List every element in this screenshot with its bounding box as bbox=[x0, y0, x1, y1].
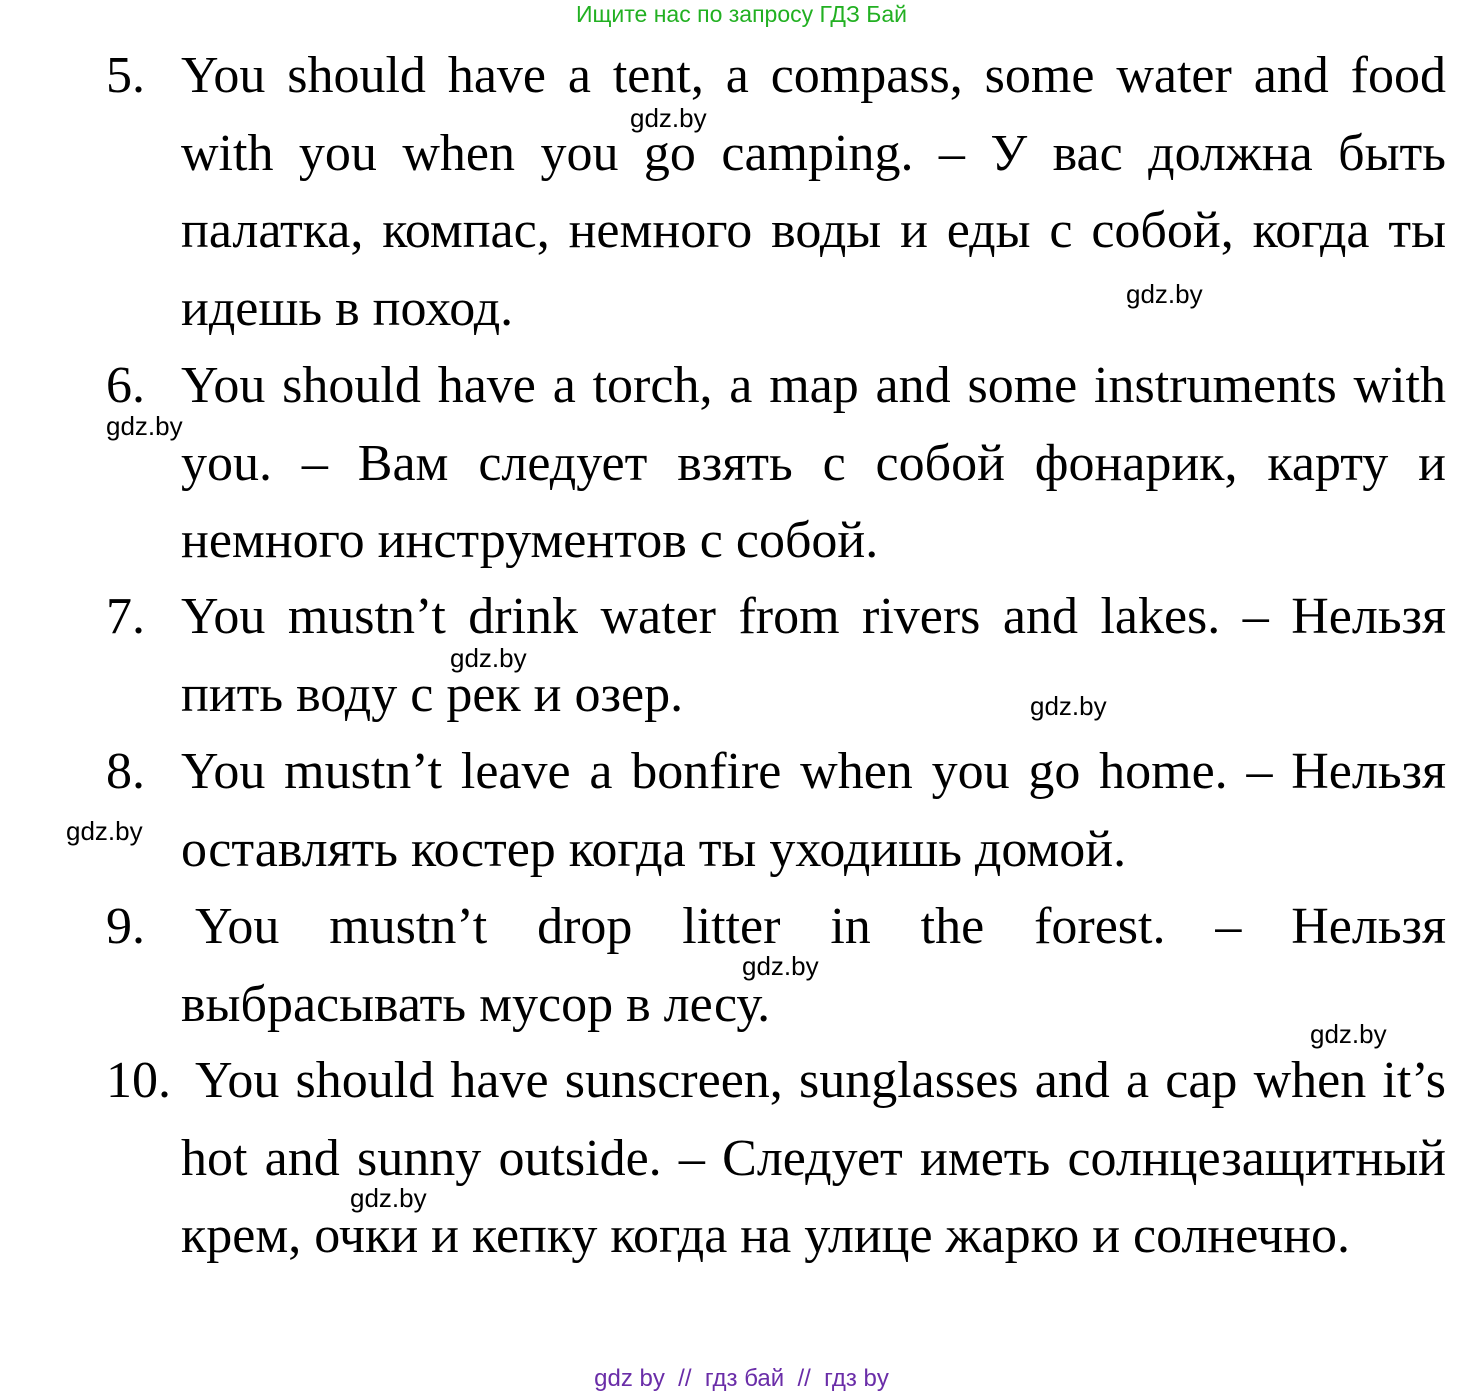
watermark: gdz.by bbox=[450, 643, 527, 673]
watermark: gdz.by bbox=[1030, 691, 1107, 721]
watermark: gdz.by bbox=[106, 411, 183, 441]
watermark: gdz.by bbox=[630, 103, 707, 133]
watermark: gdz.by bbox=[1310, 1019, 1387, 1049]
watermark: gdz.by bbox=[742, 951, 819, 981]
item-text: You mustn’t leave a bonfire when you go home. – Нельзя оставлять костер когда ты уходишь домой. bbox=[181, 743, 1446, 878]
item-text: You mustn’t drop litter in the forest. – Нельзя выбрасывать мусор в лесу. bbox=[181, 898, 1446, 1033]
watermark: gdz.by bbox=[350, 1183, 427, 1213]
top-banner: Ищите нас по запросу ГДЗ Бай bbox=[575, 1, 908, 27]
item-number: 8. bbox=[106, 743, 145, 800]
item-number: 5. bbox=[106, 47, 145, 104]
item-number: 7. bbox=[106, 588, 145, 645]
item-number: 9. bbox=[106, 898, 145, 955]
item-text: You mustn’t drink water from rivers and lakes. – Нельзя пить воду с рек и озер. bbox=[181, 588, 1446, 723]
footer-watermark: gdz by // гдз бай // гдз by bbox=[594, 1365, 889, 1392]
item-number: 6. bbox=[106, 357, 145, 414]
watermark: gdz.by bbox=[66, 816, 143, 846]
item-text: You should have a torch, a map and some instruments with you. – Вам следует взять с собой фонарик, карту и немного инструментов с собой. bbox=[181, 357, 1446, 569]
item-text: You should have a tent, a compass, some water and food with you when you go camping. – У вас должна быть палатка, компас, немного воды и еды с собой, когда ты идешь в поход. bbox=[181, 47, 1446, 337]
watermark: gdz.by bbox=[1126, 279, 1203, 309]
item-text: You should have sunscreen, sunglasses and a cap when it’s hot and sunny outside. – Следует иметь солнцезащитный крем, очки и кепку когда на улице жарко и солнечно. bbox=[181, 1052, 1446, 1264]
item-number: 10. bbox=[106, 1052, 171, 1109]
